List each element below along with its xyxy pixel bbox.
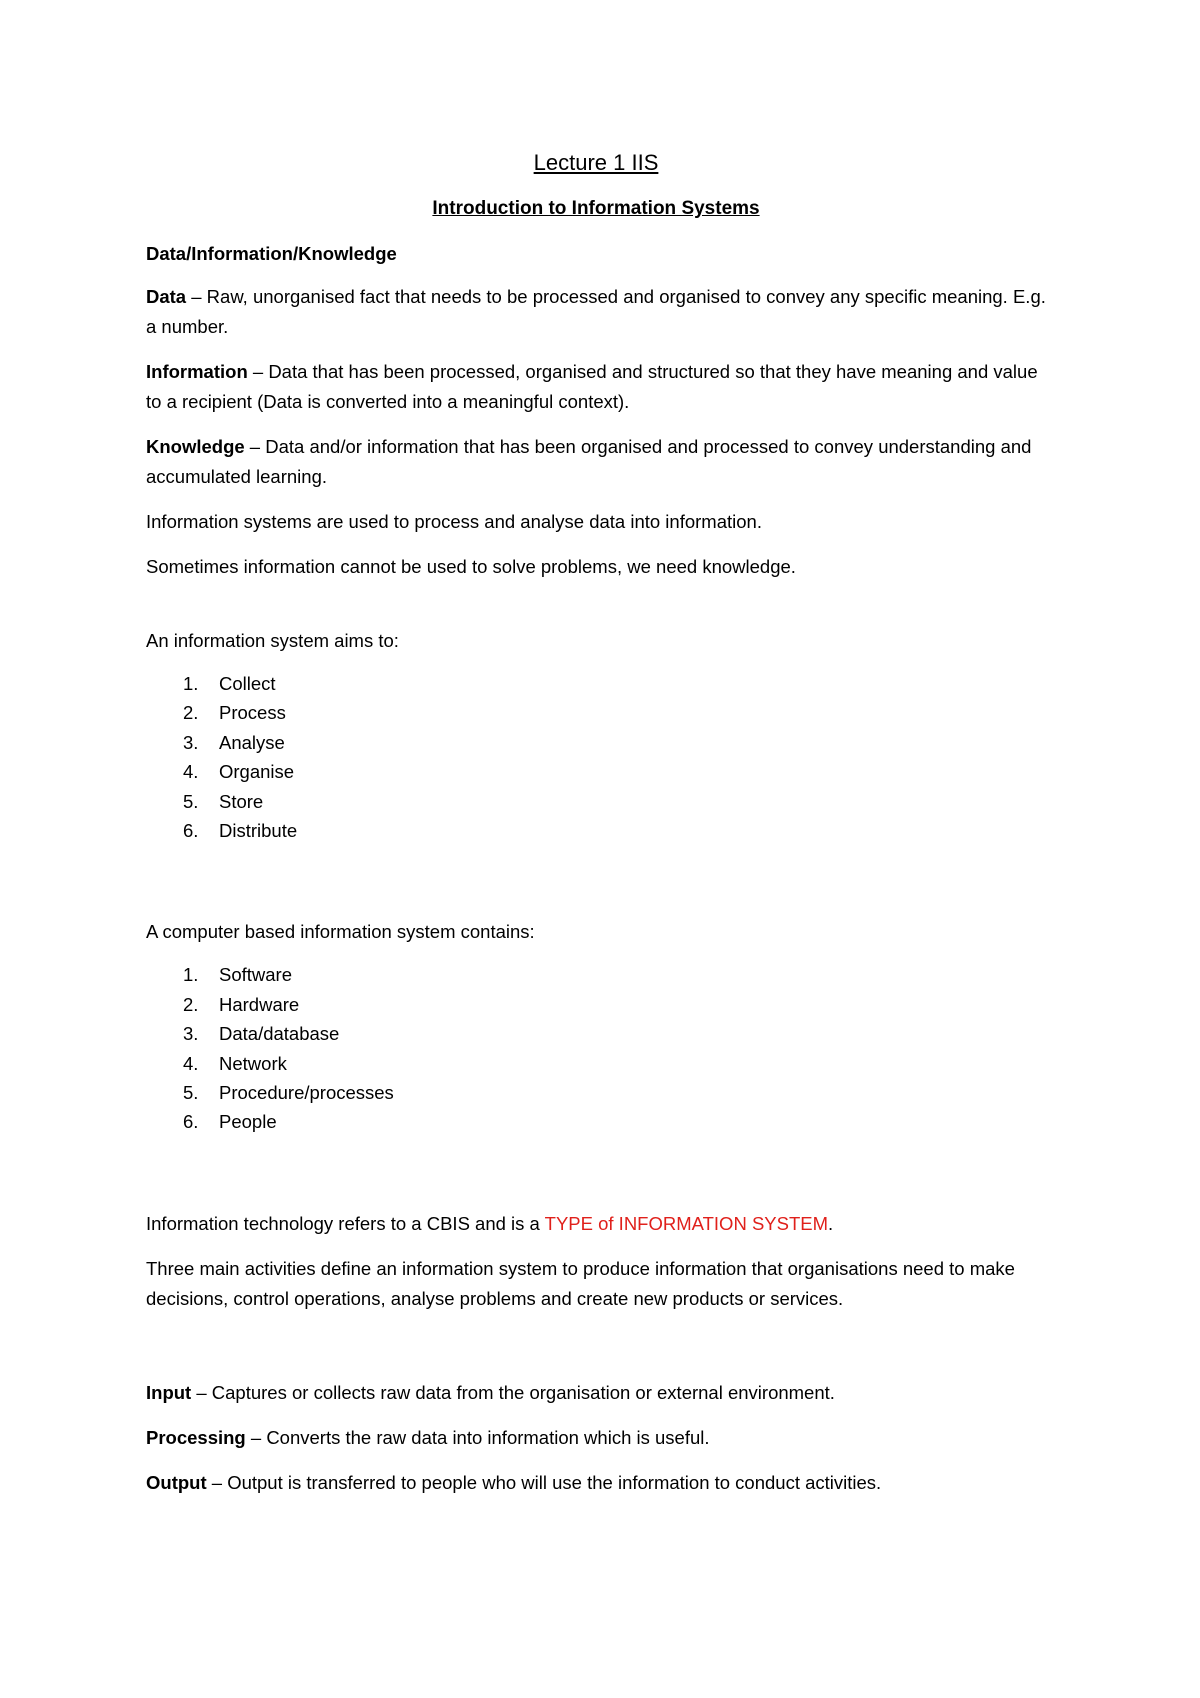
cbis-intro: A computer based information system contains:: [146, 921, 535, 943]
list-label: Procedure/processes: [219, 1082, 394, 1104]
list-label: People: [219, 1111, 277, 1133]
list-item: [146, 669, 1046, 698]
page-subtitle: Introduction to Information Systems: [432, 198, 760, 219]
list-number: 2.: [183, 702, 199, 724]
page-title: Lecture 1 IIS: [533, 150, 659, 175]
list-label: Organise: [219, 761, 295, 783]
list-label: Analyse: [219, 731, 285, 753]
definition-text: – Data that has been processed, organised and structured so that they have meaning and value to a recipient (Data is converted into a meaningful context).: [146, 361, 1038, 412]
list-label: Distribute: [219, 820, 298, 842]
list-item: [146, 816, 1046, 845]
list-item: [146, 1107, 1046, 1136]
definition-text: – Raw, unorganised fact that needs to be processed and organised to convey any specific meaning. E.g. a number.: [146, 286, 1046, 337]
activity-input: [146, 1378, 1046, 1408]
it-text-after: .: [828, 1212, 834, 1234]
list-number: 1.: [183, 964, 199, 986]
list-label: Store: [219, 790, 264, 812]
aims-list: [146, 669, 1046, 845]
activity-term: Output: [146, 1471, 207, 1493]
paragraph-is-used: Information systems are used to process and analyse data into information.: [146, 511, 762, 532]
list-label: Hardware: [219, 993, 300, 1015]
list-item: [146, 1049, 1046, 1078]
definition-term: Information: [146, 361, 248, 382]
list-number: 5.: [183, 790, 199, 812]
list-number: 3.: [183, 1023, 199, 1045]
activity-output: [146, 1468, 1046, 1498]
list-item: [146, 960, 1046, 989]
activity-text: – Captures or collects raw data from the organisation or external environment.: [191, 1381, 835, 1403]
definition-term: Knowledge: [146, 436, 245, 457]
list-item: [146, 787, 1046, 816]
section-heading: Data/Information/Knowledge: [146, 243, 397, 264]
list-number: 3.: [183, 731, 199, 753]
definition-text: – Data and/or information that has been organised and processed to convey understanding and accumulated learning.: [146, 436, 1032, 487]
activity-processing: [146, 1423, 1046, 1453]
activity-term: Processing: [146, 1426, 246, 1448]
list-label: Data/database: [219, 1023, 340, 1045]
activity-text: – Output is transferred to people who will use the information to conduct activities.: [206, 1471, 882, 1493]
list-label: Process: [219, 702, 286, 724]
definition-term: Data: [146, 286, 187, 307]
list-item: [146, 728, 1046, 757]
document-body: [146, 148, 1046, 1513]
aims-intro: An information system aims to:: [146, 630, 399, 651]
list-number: 6.: [183, 1111, 199, 1133]
definition-information: [146, 357, 1046, 417]
list-label: Collect: [219, 673, 276, 694]
list-number: 5.: [183, 1082, 199, 1104]
definition-knowledge: [146, 432, 1046, 492]
it-text-before: Information technology refers to a CBIS and is a: [146, 1212, 545, 1234]
list-number: 1.: [183, 673, 199, 694]
activity-term: Input: [146, 1381, 192, 1403]
list-number: 2.: [183, 993, 199, 1015]
list-item: [146, 757, 1046, 786]
cbis-list: [146, 960, 1046, 1136]
activity-text: – Converts the raw data into information which is useful.: [245, 1426, 710, 1448]
paragraph-it: [146, 1209, 1046, 1239]
it-text-highlight: TYPE of INFORMATION SYSTEM: [544, 1212, 829, 1234]
list-label: Network: [219, 1052, 287, 1074]
definition-data: [146, 282, 1046, 342]
list-number: 6.: [183, 820, 199, 842]
list-label: Software: [219, 964, 293, 986]
list-number: 4.: [183, 1052, 199, 1074]
paragraph-three-activities: Three main activities define an information system to produce information that organisations need to make decisions, control operations, analyse problems and create new products or services.: [146, 1257, 1015, 1309]
paragraph-sometimes: Sometimes information cannot be used to solve problems, we need knowledge.: [146, 556, 796, 577]
list-item: [146, 990, 1046, 1019]
list-number: 4.: [183, 761, 199, 783]
list-item: [146, 1019, 1046, 1048]
list-item: [146, 698, 1046, 727]
list-item: [146, 1078, 1046, 1107]
